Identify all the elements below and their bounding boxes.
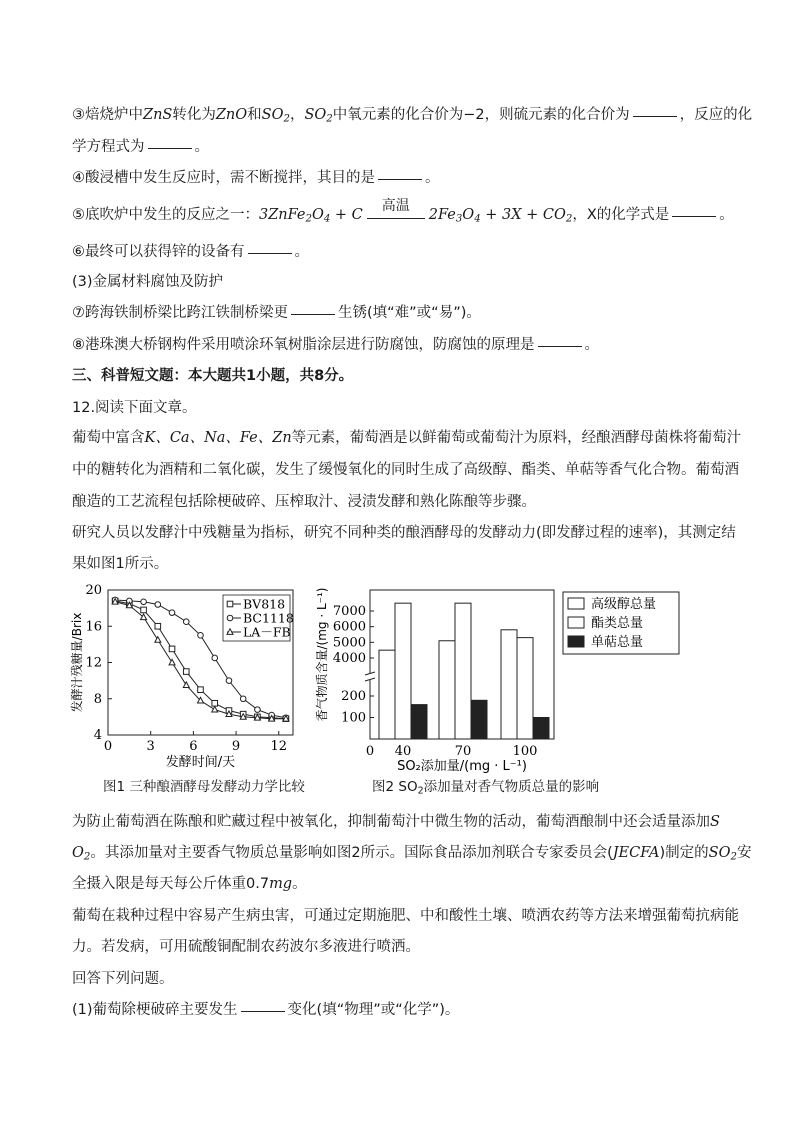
bar-alcohol bbox=[439, 641, 455, 739]
y-axis-label: 香气物质含量/(mg · L⁻¹) bbox=[315, 587, 329, 722]
reaction-condition: 高温 bbox=[367, 209, 425, 219]
data-point-square bbox=[212, 700, 218, 706]
legend-swatch bbox=[568, 617, 584, 628]
q8-end: 。 bbox=[584, 337, 599, 353]
data-point-square bbox=[198, 687, 204, 693]
x-tick-label: 12 bbox=[270, 739, 288, 754]
q7-line bbox=[72, 301, 481, 322]
data-point-square bbox=[169, 646, 175, 652]
p4-line1: 葡萄在栽种过程中容易产生病虫害，可通过定期施肥、中和酸性土壤、喷洒农药等方法来增强葡萄抗病能 bbox=[72, 908, 739, 924]
y-tick-label: 4000 bbox=[332, 651, 366, 666]
q3-line2 bbox=[72, 135, 209, 156]
q3-text5: 中氧元素的化合价为−2，则硫元素的化合价为 bbox=[332, 107, 630, 123]
data-point-circle bbox=[183, 619, 189, 625]
y-axis-label: 发酵汁残糖量/Brix bbox=[70, 612, 84, 713]
answer-blank[interactable] bbox=[291, 313, 335, 315]
data-point-circle bbox=[212, 655, 218, 661]
p1-text: 葡萄中富含 bbox=[72, 430, 145, 446]
q3-text3: 和 bbox=[247, 107, 262, 123]
bar-ester bbox=[455, 603, 471, 739]
q8-line bbox=[72, 333, 599, 354]
q3-text2: 转化为 bbox=[172, 107, 216, 123]
answer-intro: 回答下列问题。 bbox=[72, 971, 174, 987]
q5-equation-rhs: $2Fe_3O_4 + 3X + CO_2$ bbox=[428, 207, 573, 225]
bar-alcohol bbox=[379, 650, 395, 739]
legend-label: 酯类总量 bbox=[591, 616, 644, 631]
q8-text: ⑧港珠澳大桥钢构件采用喷涂环氧树脂涂层进行防腐蚀，防腐蚀的原理是 bbox=[72, 337, 535, 353]
data-point-square bbox=[183, 669, 189, 675]
legend-label: 高级醇总量 bbox=[591, 597, 657, 612]
x-origin-label: 0 bbox=[365, 744, 375, 759]
legend-label: LA－FB bbox=[243, 624, 291, 640]
q4-line bbox=[72, 166, 440, 187]
bar-terpene bbox=[533, 718, 549, 740]
data-point-square bbox=[155, 623, 161, 629]
bar-terpene bbox=[471, 700, 487, 739]
answer-blank[interactable] bbox=[248, 252, 292, 254]
data-point-triangle bbox=[212, 706, 218, 712]
p1-line2: 中的糖转化为酒精和二氧化碳，发生了缓慢氧化的同时生成了高级醇、酯类、单萜等香气化合物。葡萄酒 bbox=[72, 462, 739, 478]
q12-title: 12.阅读下面文章。 bbox=[72, 400, 197, 416]
data-point-circle bbox=[141, 599, 147, 605]
formula-so2: $SO_2$ bbox=[261, 107, 290, 125]
part-3-heading: 三、科普短文题：本大题共1小题，共8分。 bbox=[72, 368, 354, 384]
y-tick-label: 16 bbox=[85, 619, 102, 635]
figure-2-caption: 图2 $SO_2$添加量对香气物质总量的影响 bbox=[372, 779, 600, 797]
x-tick-label: 9 bbox=[231, 739, 241, 754]
q3-text6: ，反应的化 bbox=[679, 107, 753, 123]
legend-label: BC1118 bbox=[243, 610, 294, 626]
p3-line1: 为防止葡萄酒在陈酿和贮藏过程中被氧化，抑制葡萄汁中微生物的活动，葡萄酒酿制中还会适量添加S bbox=[72, 814, 720, 830]
bar-terpene bbox=[411, 705, 427, 739]
x-tick-label: 100 bbox=[512, 744, 538, 759]
data-point-circle bbox=[155, 602, 161, 608]
data-point-square bbox=[141, 607, 147, 613]
q3-text-b: 学方程式为 bbox=[72, 139, 145, 155]
legend-swatch bbox=[568, 636, 584, 647]
q4-text: ④酸浸槽中发生反应时，需不断搅拌，其目的是 bbox=[72, 170, 375, 186]
data-point-triangle bbox=[155, 637, 161, 643]
p2-line2: 果如图1所示。 bbox=[72, 556, 169, 572]
figure-1-caption: 图1 三种酿酒酵母发酵动力学比较 bbox=[103, 779, 305, 795]
q5-text2: ，X的化学式是 bbox=[572, 207, 670, 223]
answer-blank[interactable] bbox=[633, 115, 677, 117]
legend-label: BV818 bbox=[243, 596, 286, 612]
p2-line1: 研究人员以发酵汁中残糖量为指标，研究不同种类的酿酒酵母的发酵动力(即发酵过程的速率)，其测定结 bbox=[72, 525, 736, 541]
q4-end: 。 bbox=[425, 170, 440, 186]
data-point-circle bbox=[227, 615, 233, 621]
y-tick-label: 4 bbox=[93, 728, 102, 743]
x-tick-label: 3 bbox=[146, 739, 155, 754]
p1-text-b: 等元素，葡萄酒是以鲜葡萄或葡萄汁为原料，经酿酒酵母菌株将葡萄汁 bbox=[291, 430, 742, 446]
data-point-circle bbox=[226, 678, 232, 684]
x-axis-label: 发酵时间/天 bbox=[165, 755, 236, 770]
section-3-heading: (3)金属材料腐蚀及防护 bbox=[72, 274, 224, 290]
q7-end: 生锈(填“难”或“易”)。 bbox=[338, 305, 481, 321]
q3-end: 。 bbox=[194, 139, 209, 155]
x-tick-label: 70 bbox=[454, 744, 472, 759]
bar-ester bbox=[395, 603, 411, 739]
q3-text4: ， bbox=[289, 107, 305, 123]
q5-text: ⑤底吹炉中发生的反应之一： bbox=[72, 207, 259, 223]
y-tick-label: 200 bbox=[341, 689, 366, 704]
q6-end: 。 bbox=[294, 244, 309, 260]
data-point-circle bbox=[255, 707, 261, 713]
data-point-circle bbox=[169, 610, 175, 616]
p1-line3: 酿造的工艺流程包括除梗破碎、压榨取汁、浸渍发酵和熟化陈酿等步骤。 bbox=[72, 494, 536, 510]
p1-line1 bbox=[72, 426, 741, 447]
x-tick-label: 0 bbox=[103, 739, 113, 754]
bar-ester bbox=[517, 638, 533, 739]
data-point-square bbox=[227, 601, 233, 607]
y-tick-label: 100 bbox=[341, 710, 366, 726]
figure-1-line-chart bbox=[70, 578, 300, 798]
y-tick-label: 7000 bbox=[332, 604, 366, 619]
x-tick-label: 40 bbox=[394, 744, 412, 759]
p3-line3: 全摄入限是每天每公斤体重0.7mg。 bbox=[72, 876, 307, 892]
x-axis-label: SO₂添加量/(mg · L⁻¹) bbox=[397, 759, 527, 774]
q5-line bbox=[72, 198, 734, 225]
y-tick-label: 20 bbox=[85, 583, 102, 598]
element-list: K、Ca、Na、Fe、Zn bbox=[144, 430, 292, 446]
x-tick-label: 6 bbox=[189, 739, 198, 754]
bar-alcohol bbox=[501, 630, 517, 739]
data-point-circle bbox=[240, 696, 246, 702]
data-point-triangle bbox=[169, 659, 175, 665]
p3-line2: $O_2$。其添加量对主要香气物质总量影响如图2所示。国际食品添加剂联合专家委员会(JECFA)制定的$SO_2$安 bbox=[72, 845, 752, 863]
q12-1-line bbox=[72, 998, 459, 1019]
q6-line bbox=[72, 240, 309, 261]
answer-blank[interactable] bbox=[378, 178, 422, 180]
p4-line2: 力。若发病，可用硫酸铜配制农药波尔多液进行喷洒。 bbox=[72, 939, 420, 955]
q12-1-text: (1)葡萄除梗破碎主要发生 bbox=[72, 1002, 238, 1018]
q7-text: ⑦跨海铁制桥梁比跨江铁制桥梁更 bbox=[72, 305, 288, 321]
q5-equation-lhs: $3ZnFe_2O_4 + C$ bbox=[259, 207, 363, 225]
legend-label: 单萜总量 bbox=[591, 635, 644, 650]
answer-blank[interactable] bbox=[148, 147, 192, 149]
figure-2-bar-chart bbox=[312, 578, 712, 778]
data-point-triangle bbox=[183, 682, 189, 688]
q5-end: 。 bbox=[719, 207, 734, 223]
formula-so2-b: $SO_2$ bbox=[304, 107, 333, 125]
data-point-circle bbox=[198, 633, 204, 639]
q12-1-end: 变化(填“物理”或“化学”)。 bbox=[287, 1002, 460, 1018]
formula-zno: ZnO bbox=[215, 107, 248, 123]
q6-text: ⑥最终可以获得锌的设备有 bbox=[72, 244, 245, 260]
answer-blank[interactable] bbox=[538, 345, 582, 347]
y-tick-label: 12 bbox=[85, 655, 102, 671]
legend-swatch bbox=[568, 598, 584, 609]
q3-line1 bbox=[72, 103, 752, 125]
y-tick-label: 5000 bbox=[332, 635, 366, 651]
answer-blank[interactable] bbox=[672, 215, 716, 217]
y-tick-label: 8 bbox=[93, 691, 102, 707]
y-tick-label: 6000 bbox=[332, 619, 366, 635]
q3-text: ③焙烧炉中 bbox=[72, 107, 143, 123]
answer-blank[interactable] bbox=[241, 1010, 285, 1012]
formula-zns: ZnS bbox=[143, 107, 173, 123]
